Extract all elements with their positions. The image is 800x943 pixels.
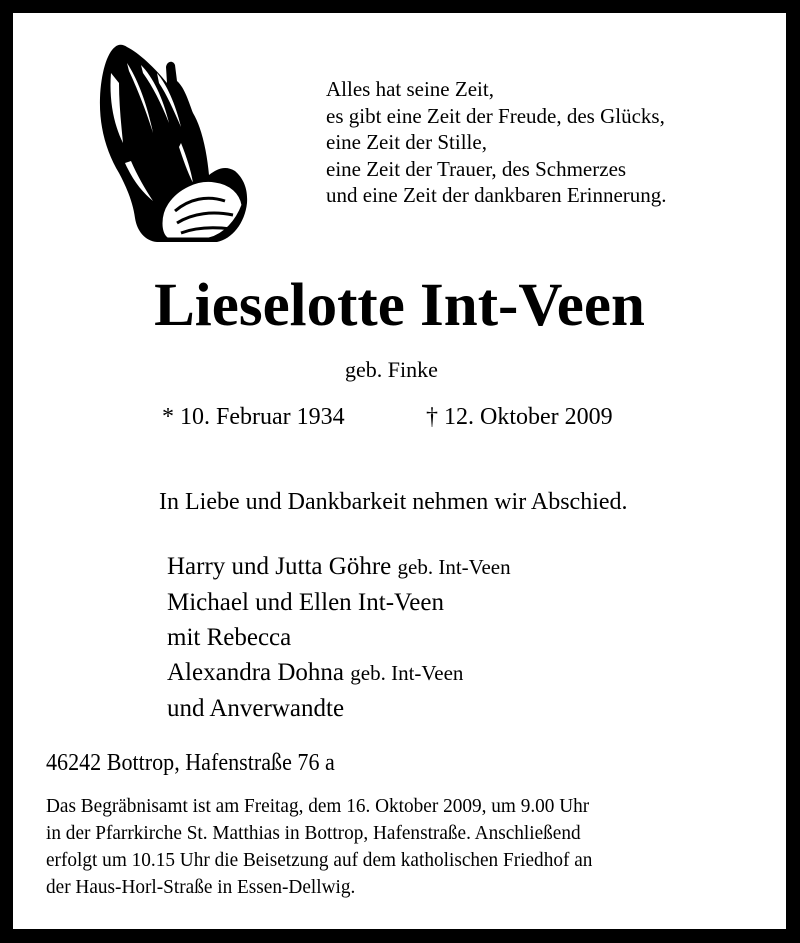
mourner-name: und Anverwandte [167, 695, 345, 722]
farewell-text: In Liebe und Dankbarkeit nehmen wir Abschied. [159, 489, 628, 515]
poem [326, 76, 667, 209]
poem-line: und eine Zeit der dankbaren Erinnerung. [326, 183, 667, 207]
mourner-name: Alexandra Dohna [167, 659, 345, 686]
maiden-name: geb. Finke [345, 357, 438, 382]
birth-date: * 10. Februar 1934 [162, 404, 345, 430]
deceased-name: Lieselotte Int-Veen [154, 272, 645, 339]
poem-line: es gibt eine Zeit der Freude, des Glücks, [326, 103, 665, 128]
funeral-info [46, 793, 592, 901]
praying-hands-icon [97, 43, 249, 243]
mourner-name: mit Rebecca [167, 624, 292, 651]
mourner-name: Harry und Jutta Göhre [167, 553, 392, 580]
mourner-entry [167, 585, 511, 620]
mourner-entry [167, 620, 511, 655]
mourner-note: geb. Int-Veen [350, 661, 464, 685]
mourners-list [167, 549, 511, 726]
mourner-entry [167, 691, 511, 726]
address: 46242 Bottrop, Hafenstraße 76 a [46, 750, 335, 776]
mourner-name: Michael und Ellen Int-Veen [167, 589, 444, 616]
poem-line: Alles hat seine Zeit, [326, 77, 494, 101]
poem-line: eine Zeit der Stille, [326, 130, 487, 154]
death-date: † 12. Oktober 2009 [426, 404, 613, 430]
funeral-info-line: Das Begräbnisamt ist am Freitag, dem 16. Oktober 2009, um 9.00 Uhr [46, 795, 590, 817]
poem-line: eine Zeit der Trauer, des Schmerzes [326, 156, 627, 181]
obituary-card [13, 13, 786, 929]
mourner-entry [167, 549, 511, 585]
funeral-info-line: der Haus-Horl-Straße in Essen-Dellwig. [46, 876, 356, 898]
mourner-note: geb. Int-Veen [397, 555, 511, 579]
funeral-info-line: in der Pfarrkirche St. Matthias in Bottrop, Hafenstraße. Anschließend [46, 822, 581, 844]
mourner-entry [167, 655, 511, 691]
funeral-info-line: erfolgt um 10.15 Uhr die Beisetzung auf dem katholischen Friedhof an [46, 849, 593, 871]
